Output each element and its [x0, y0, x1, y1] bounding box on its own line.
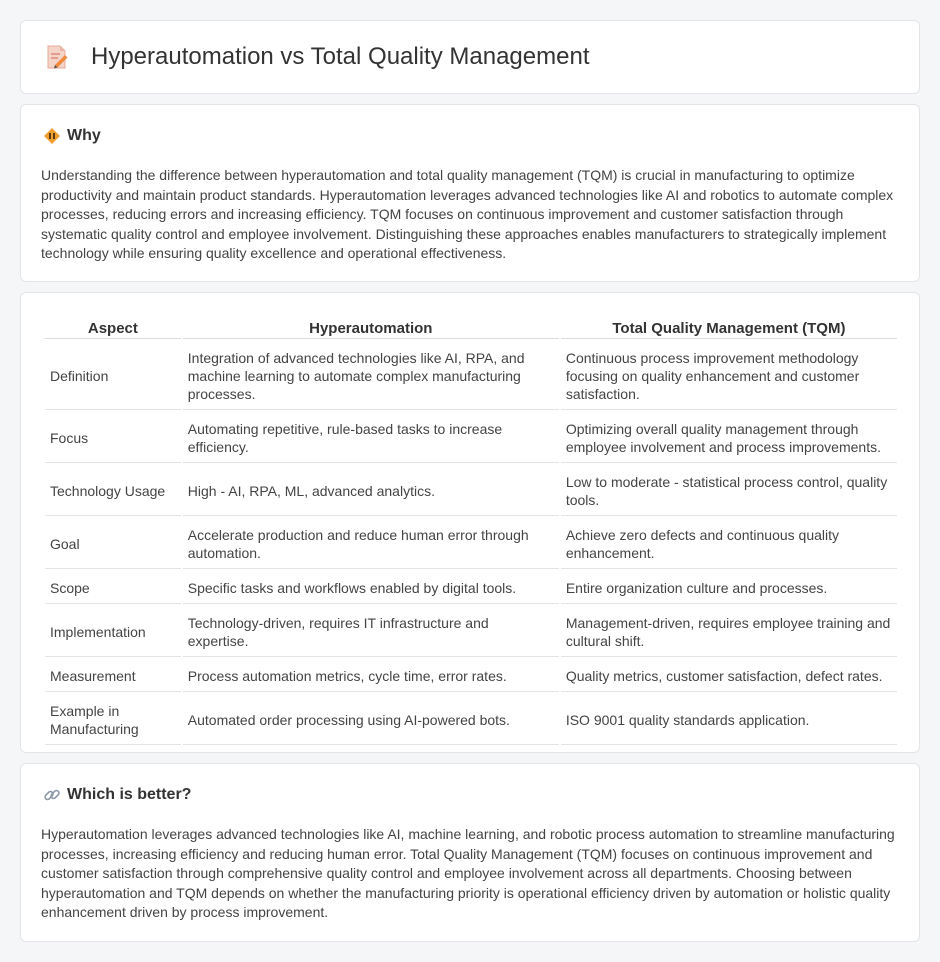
- table-row: [45, 465, 897, 516]
- aspect-cell: Scope: [45, 571, 181, 604]
- table-header-row: [45, 317, 897, 339]
- hyperautomation-cell: Integration of advanced technologies like AI, RPA, and machine learning to automate complex manufacturing processes.: [183, 341, 559, 410]
- why-heading-row: [43, 127, 101, 145]
- header-card: [20, 20, 920, 94]
- column-header: Total Quality Management (TQM): [561, 317, 897, 339]
- tqm-cell: Entire organization culture and processes.: [561, 571, 897, 604]
- tqm-cell: Low to moderate - statistical process control, quality tools.: [561, 465, 897, 516]
- document-edit-icon: [45, 44, 69, 70]
- aspect-cell: Technology Usage: [45, 465, 181, 516]
- link-icon: [43, 786, 61, 804]
- tqm-cell: Optimizing overall quality management through employee involvement and process improvements.: [561, 412, 897, 463]
- tqm-cell: ISO 9001 quality standards application.: [561, 694, 897, 745]
- table-row: [45, 606, 897, 657]
- aspect-cell: Implementation: [45, 606, 181, 657]
- table-row: [45, 518, 897, 569]
- comparison-table: [43, 315, 899, 747]
- hyperautomation-cell: Process automation metrics, cycle time, error rates.: [183, 659, 559, 692]
- page-title: Hyperautomation vs Total Quality Management: [91, 43, 590, 70]
- hyperautomation-cell: High - AI, RPA, ML, advanced analytics.: [183, 465, 559, 516]
- tqm-cell: Continuous process improvement methodology focusing on quality enhancement and customer satisfaction.: [561, 341, 897, 410]
- column-header: Aspect: [45, 317, 181, 339]
- aspect-cell: Focus: [45, 412, 181, 463]
- tqm-cell: Management-driven, requires employee training and cultural shift.: [561, 606, 897, 657]
- aspect-cell: Measurement: [45, 659, 181, 692]
- hyperautomation-cell: Specific tasks and workflows enabled by digital tools.: [183, 571, 559, 604]
- aspect-cell: Definition: [45, 341, 181, 410]
- tqm-cell: Achieve zero defects and continuous quality enhancement.: [561, 518, 897, 569]
- hyperautomation-cell: Technology-driven, requires IT infrastructure and expertise.: [183, 606, 559, 657]
- table-row: [45, 341, 897, 410]
- table-row: [45, 659, 897, 692]
- comparison-section: [20, 292, 920, 753]
- why-body: Understanding the difference between hyperautomation and total quality management (TQM) is crucial in manufacturing to optimize productivity and maintain product standards. Hyperautomation leverages advanced technologies like AI and robotics to automate complex processes, reducing errors and increasing efficiency. TQM focuses on continuous improvement and customer satisfaction through systematic quality control and employee involvement. Distinguishing these approaches enables manufacturers to strategically implement technology while ensuring quality excellence and operational effectiveness.: [41, 167, 894, 262]
- hyperautomation-cell: Accelerate production and reduce human error through automation.: [183, 518, 559, 569]
- aspect-cell: Goal: [45, 518, 181, 569]
- table-row: [45, 412, 897, 463]
- better-heading-row: [43, 786, 191, 804]
- aspect-cell: Example in Manufacturing: [45, 694, 181, 745]
- diamond-warning-icon: [43, 127, 61, 145]
- why-heading: Why: [67, 127, 101, 144]
- tqm-cell: Quality metrics, customer satisfaction, defect rates.: [561, 659, 897, 692]
- title-row: [45, 43, 589, 71]
- better-body: Hyperautomation leverages advanced technologies like AI, machine learning, and robotic process automation to streamline manufacturing processes, increasing efficiency and reducing human error. Total Quality Management (TQM) focuses on continuous improvement and customer satisfaction through comprehensive quality control and employee involvement across all departments. Choosing between hyperautomation and TQM depends on whether the manufacturing priority is operational efficiency driven by automation or holistic quality enhancement driven by process improvement.: [41, 826, 895, 921]
- table-row: [45, 694, 897, 745]
- why-section: [20, 104, 920, 282]
- hyperautomation-cell: Automating repetitive, rule-based tasks to increase efficiency.: [183, 412, 559, 463]
- better-heading: Which is better?: [67, 786, 192, 803]
- which-better-section: [20, 763, 920, 942]
- hyperautomation-cell: Automated order processing using AI-powered bots.: [183, 694, 559, 745]
- column-header: Hyperautomation: [183, 317, 559, 339]
- table-row: [45, 571, 897, 604]
